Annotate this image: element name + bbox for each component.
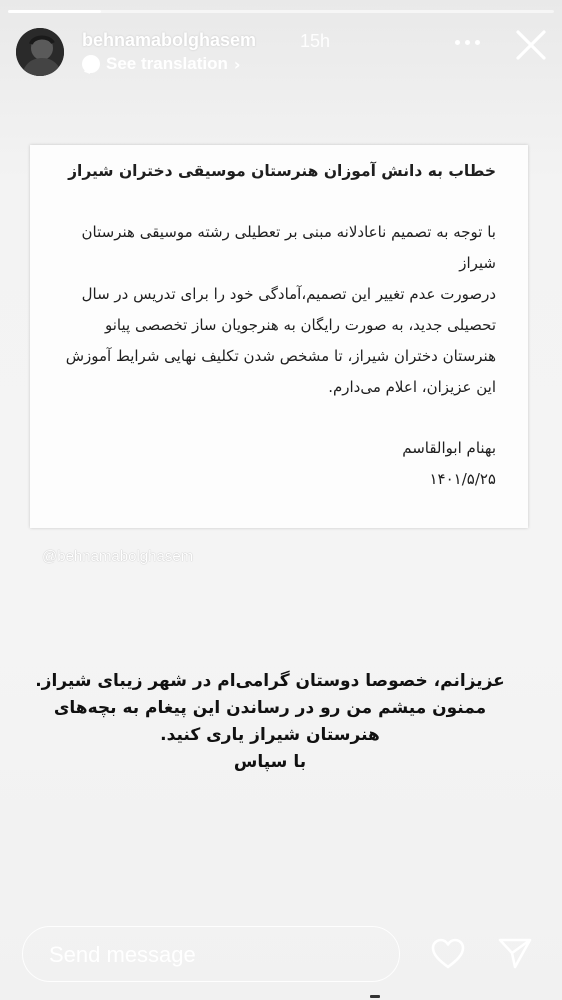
letter-body: [58, 217, 496, 403]
like-button[interactable]: [430, 938, 466, 970]
caption-line: هنرستان شیراز یاری کنید.: [160, 725, 380, 745]
avatar-photo-icon: [16, 28, 64, 76]
avatar[interactable]: [16, 28, 64, 76]
letter-image: [30, 145, 528, 528]
story-caption: [20, 668, 520, 776]
home-indicator: [370, 995, 380, 998]
caption-line: با سپاس: [233, 752, 307, 772]
letter-paragraph: با توجه به تصمیم ناعادلانه مبنی بر تعطیلی رشته موسیقی هنرستان شیراز: [81, 223, 496, 272]
send-message-input[interactable]: [49, 941, 379, 969]
send-button[interactable]: [497, 936, 533, 970]
close-button[interactable]: [514, 28, 548, 62]
reply-bar[interactable]: [22, 926, 400, 982]
send-icon: [497, 936, 533, 970]
post-time: 15h: [300, 31, 331, 51]
more-options-button[interactable]: [455, 40, 480, 45]
watermark: @behnamabolghasem: [42, 548, 194, 565]
more-icon: [455, 40, 460, 45]
speech-bubble-icon: [82, 55, 100, 73]
username[interactable]: behnamabolghasem: [82, 30, 257, 50]
heart-icon: [430, 938, 466, 970]
letter-signature: [58, 433, 496, 495]
see-translation-label: See translation: [106, 54, 228, 73]
letter-paragraph: درصورت عدم تغییر این تصمیم،آمادگی خود را برای تدریس در سال تحصیلی جدید، به صورت رایگان به هنرجویان ساز تخصصی پیانو هنرستان دختران شیراز، تا مشخص شدن تکلیف نهایی شرایط آموزش این عزیزان، اعلام می‌دارم.: [65, 285, 496, 396]
story-progress-fill: [8, 10, 101, 13]
caption-line: ممنون میشم من رو در رساندن این پیغام به بچه‌های: [53, 698, 487, 718]
story-progress-bar: [8, 10, 554, 13]
close-icon: [514, 28, 548, 62]
chevron-right-icon: ›: [233, 54, 241, 74]
story-header: [16, 26, 548, 78]
signature-name: بهنام ابوالقاسم: [402, 439, 496, 457]
signature-date: ۱۴۰۱/۵/۲۵: [429, 470, 496, 488]
letter-title: خطاب به دانش آموزان هنرستان موسیقی دختران شیراز: [68, 162, 496, 180]
see-translation-link[interactable]: [82, 54, 240, 74]
caption-line: عزیزانم، خصوصا دوستان گرامی‌ام در شهر زیبای شیراز.: [35, 671, 505, 691]
